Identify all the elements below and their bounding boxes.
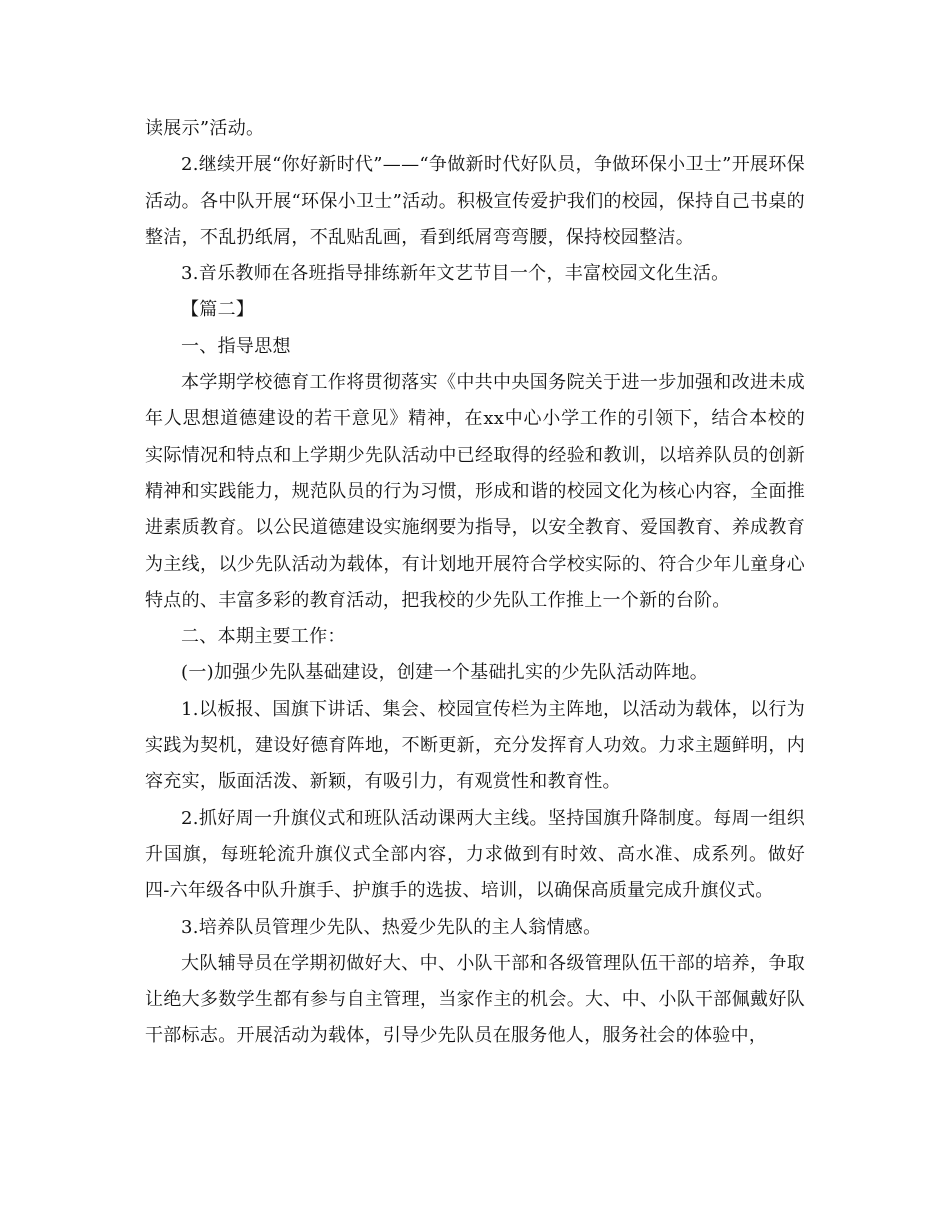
paragraph-cadre-training: 大队辅导员在学期初做好大、中、小队干部和各级管理队伍干部的培养，争取让绝大多数学生都有参与自主管理，当家作主的机会。大、中、小队干部佩戴好队干部标志。开展活动为载体，引导少先队员在服务他人，服务社会的体验中， xyxy=(145,952,805,1047)
paragraph-continuation: 读展示”活动。 xyxy=(145,118,265,139)
document-page xyxy=(145,111,805,1055)
paragraph-eco-activity: 2.继续开展“你好新时代”——“争做新时代好队员，争做环保小卫士”开展环保活动。各中队开展“环保小卫士”活动。积极宣传爱护我们的校园，保持自己书桌的整洁，不乱扔纸屑，不乱贴乱画，看到纸屑弯弯腰，保持校园整洁。 xyxy=(145,154,805,248)
paragraph-ownership: 3.培养队员管理少先队、热爱少先队的主人翁情感。 xyxy=(181,916,602,938)
section-heading-part-two: 【篇二】 xyxy=(181,299,255,321)
paragraph-bulletin-boards: 1.以板报、国旗下讲话、集会、校园宣传栏为主阵地，以活动为载体，以行为实践为契机，建设好德育阵地，不断更新，充分发挥育人功效。力求主题鲜明，内容充实，版面活泼、新颖，有吸引力，有观赏性和教育性。 xyxy=(145,698,805,793)
subheading-foundation: (一)加强少先队基础建设，创建一个基础扎实的少先队活动阵地。 xyxy=(181,662,709,684)
paragraph-flag-ceremony: 2.抓好周一升旗仪式和班队活动课两大主线。坚持国旗升降制度。每周一组织升国旗，每班轮流升旗仪式全部内容，力求做到有时效、高水准、成系列。做好四-六年级各中队升旗手、护旗手的选拔、培训，以确保高质量完成升旗仪式。 xyxy=(145,807,805,902)
heading-guiding-thought: 一、指导思想 xyxy=(181,335,291,357)
heading-main-work: 二、本期主要工作： xyxy=(181,626,346,648)
paragraph-music-program: 3.音乐教师在各班指导排练新年文艺节目一个，丰富校园文化生活。 xyxy=(181,263,730,285)
paragraph-guiding-thought: 本学期学校德育工作将贯彻落实《中共中央国务院关于进一步加强和改进未成年人思想道德建设的若干意见》精神，在xx中心小学工作的引领下，结合本校的实际情况和特点和上学期少先队活动中已经取得的经验和教训，以培养队员的创新精神和实践能力，规范队员的行为习惯，形成和谐的校园文化为核心内容，全面推进素质教育。以公民道德建设实施纲要为指导，以安全教育、爱国教育、养成教育为主线，以少先队活动为载体，有计划地开展符合学校实际的、符合少年儿童身心特点的、丰富多彩的教育活动，把我校的少先队工作推上一个新的台阶。 xyxy=(145,372,805,611)
